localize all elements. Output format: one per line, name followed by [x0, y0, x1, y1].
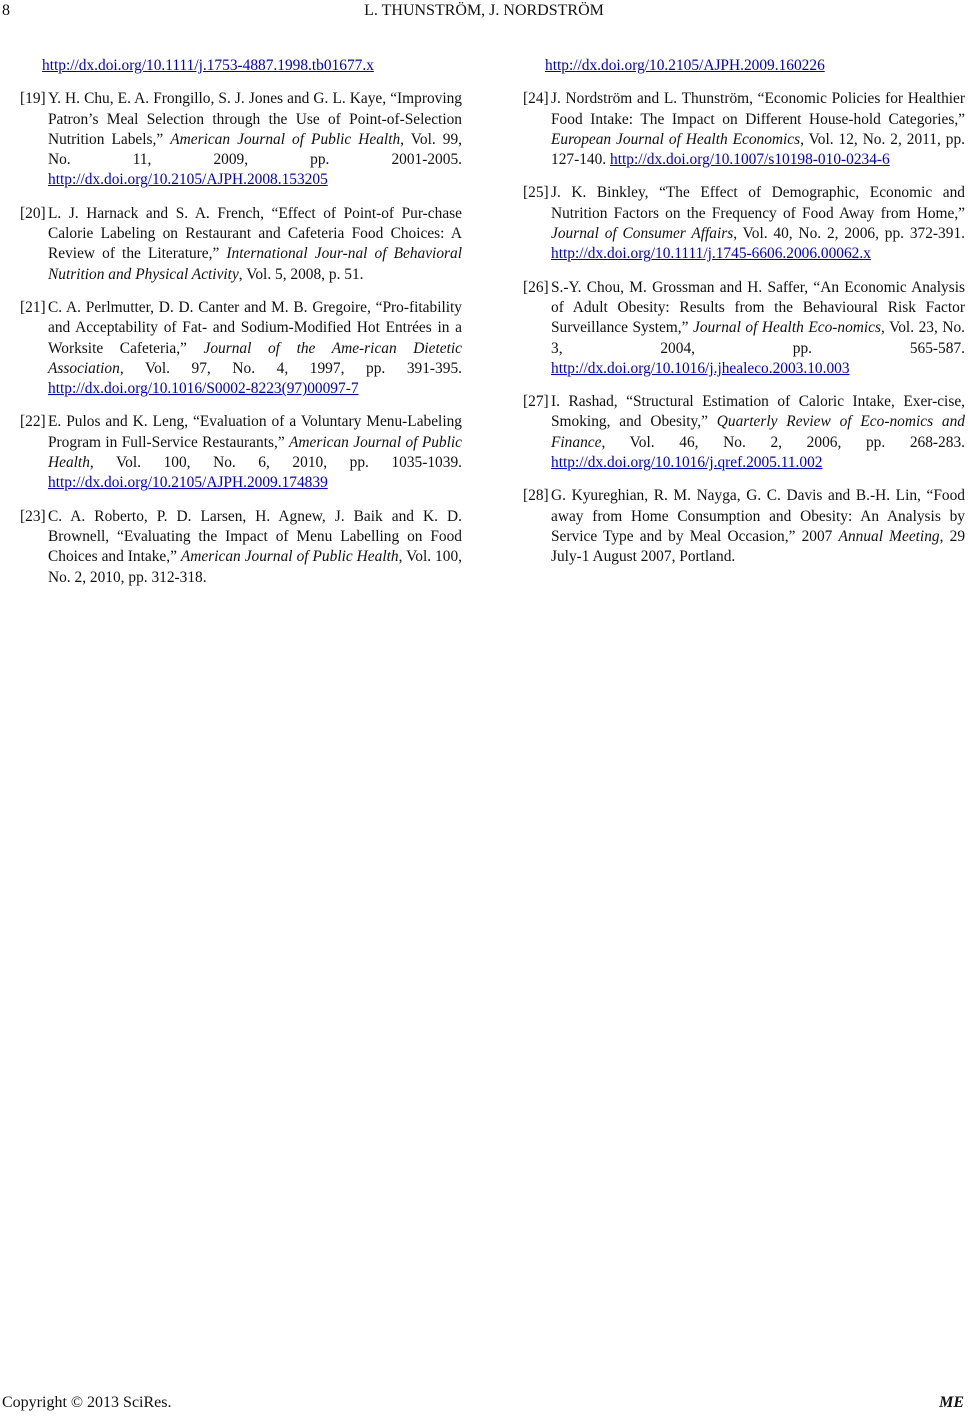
- reference-text: C. A. Perlmutter, D. D. Canter and M. B. Gregoire, “Pro-fitability and Acceptability of Fat- and Sodium-Modified Hot Entrées in a Worksite Cafeteria,”: [48, 298, 462, 357]
- reference-text: , Vol. 23, No. 3, 2004, pp. 565-587.: [551, 319, 966, 357]
- reference-text: , 29 July-1 August 2007, Portland.: [551, 527, 966, 566]
- reference-entry: [20, 412, 462, 493]
- reference-text: , Vol. 46, No. 2, 2006, pp. 268-283.: [601, 433, 965, 451]
- doi-link[interactable]: http://dx.doi.org/10.1111/j.1753-4887.1998.tb01677.x: [42, 57, 374, 74]
- reference-number: [26]: [523, 278, 549, 296]
- reference-text: L. J. Harnack and S. A. French, “Effect of Point-of Pur-chase Calorie Labeling on Restaurant and Cafeteria Food Choices: A Review of the Literature,”: [48, 204, 462, 263]
- continued-link-line: [523, 56, 965, 76]
- reference-number: [22]: [20, 413, 46, 431]
- reference-entry: [20, 507, 462, 588]
- doi-link[interactable]: http://dx.doi.org/10.1111/j.1745-6606.2006.00062.x: [551, 245, 871, 263]
- doi-link[interactable]: http://dx.doi.org/10.1016/S0002-8223(97)00097-7: [48, 380, 359, 398]
- reference-entry: [523, 486, 965, 567]
- reference-entry: [523, 278, 965, 379]
- reference-entry: [20, 89, 462, 190]
- reference-entry: [523, 89, 965, 170]
- journal-title: Journal of Health Eco-nomics: [693, 319, 881, 337]
- reference-number: [24]: [523, 90, 549, 108]
- doi-link[interactable]: http://dx.doi.org/10.1016/j.jhealeco.2003.10.003: [551, 359, 850, 377]
- reference-entry: [523, 392, 965, 473]
- reference-text: E. Pulos and K. Leng, “Evaluation of a Voluntary Menu-Labeling Program in Full-Service Restaurants,”: [48, 413, 462, 451]
- doi-link[interactable]: http://dx.doi.org/10.2105/AJPH.2008.153205: [48, 171, 328, 189]
- reference-text: C. A. Roberto, P. D. Larsen, H. Agnew, J. Baik and K. D. Brownell, “Evaluating the Impact of Menu Labelling on Food Choices and Intake,”: [48, 507, 462, 566]
- journal-title: American Journal of Public Health: [170, 130, 401, 148]
- journal-title: Journal of the Ame-rican Dietetic Association: [48, 339, 462, 377]
- reference-text: G. Kyureghian, R. M. Nayga, G. C. Davis and B.-H. Lin, “Food away from Home Consumption and Obesity: An Analysis by Service Type and by Meal Occasion,” 2007: [551, 487, 965, 545]
- reference-entry: [523, 183, 965, 264]
- reference-number: [20]: [20, 204, 46, 222]
- reference-text: I. Rashad, “Structural Estimation of Caloric Intake, Exer-cise, Smoking, and Obesity,”: [551, 393, 965, 431]
- doi-link[interactable]: http://dx.doi.org/10.1007/s10198-010-0234-6: [610, 151, 890, 169]
- doi-link[interactable]: http://dx.doi.org/10.2105/AJPH.2009.160226: [545, 57, 825, 74]
- journal-title: American Journal of Public Health: [48, 433, 462, 472]
- reference-text: , Vol. 5, 2008, p. 51.: [238, 265, 364, 283]
- reference-entry: [20, 298, 462, 399]
- continued-link-line: [20, 56, 462, 76]
- reference-number: [25]: [523, 184, 549, 202]
- reference-entry: [20, 204, 462, 285]
- reference-text: Y. H. Chu, E. A. Frongillo, S. J. Jones and G. L. Kaye, “Improving Patron’s Meal Selection through the Use of Point-of-Selection Nutrition Labels,”: [48, 90, 462, 148]
- reference-text: , Vol. 40, No. 2, 2006, pp. 372-391.: [733, 225, 965, 243]
- reference-text: , Vol. 12, No. 2, 2011, pp. 127-140.: [551, 130, 965, 169]
- reference-number: [19]: [20, 90, 46, 108]
- doi-link[interactable]: http://dx.doi.org/10.1016/j.qref.2005.11.002: [551, 454, 823, 472]
- reference-text: , Vol. 100, No. 2, 2010, pp. 312-318.: [48, 548, 462, 586]
- reference-text: , Vol. 99, No. 11, 2009, pp. 2001-2005.: [48, 130, 463, 169]
- running-title: L. THUNSTRÖM, J. NORDSTRÖM: [364, 2, 604, 19]
- reference-text: , Vol. 100, No. 6, 2010, pp. 1035-1039.: [89, 454, 462, 472]
- journal-title: Journal of Consumer Affairs: [551, 225, 734, 243]
- journal-title: International Jour-nal of Behavioral Nutrition and Physical Activity: [48, 245, 462, 283]
- reference-number: [28]: [523, 487, 549, 505]
- journal-title: American Journal of Public Health: [180, 548, 399, 566]
- journal-title: European Journal of Health Economics: [551, 130, 801, 148]
- copyright-notice: Copyright © 2013 SciRes.: [2, 1394, 172, 1411]
- reference-text: J. Nordström and L. Thunström, “Economic Policies for Healthier Food Intake: The Impact on Different House-hold Categories,”: [551, 90, 965, 128]
- references-right-column: [523, 56, 965, 581]
- doi-link[interactable]: http://dx.doi.org/10.2105/AJPH.2009.174839: [48, 474, 328, 492]
- reference-text: , Vol. 97, No. 4, 1997, pp. 391-395.: [119, 359, 462, 377]
- references-left-column: [20, 56, 462, 601]
- page-number: 8: [2, 2, 10, 19]
- reference-number: [21]: [20, 298, 46, 316]
- journal-title: Quarterly Review of Eco-nomics and Finance: [551, 413, 965, 451]
- reference-text: J. K. Binkley, “The Effect of Demographic, Economic and Nutrition Factors on the Frequency of Food Away from Home,”: [551, 184, 965, 222]
- journal-abbreviation: ME: [939, 1394, 964, 1411]
- reference-number: [27]: [523, 393, 549, 411]
- journal-title: Annual Meeting: [838, 527, 940, 545]
- reference-number: [23]: [20, 507, 46, 525]
- reference-text: S.-Y. Chou, M. Grossman and H. Saffer, “An Economic Analysis of Adult Obesity: Results from the Behavioural Risk Factor Surveillance System,”: [551, 278, 965, 337]
